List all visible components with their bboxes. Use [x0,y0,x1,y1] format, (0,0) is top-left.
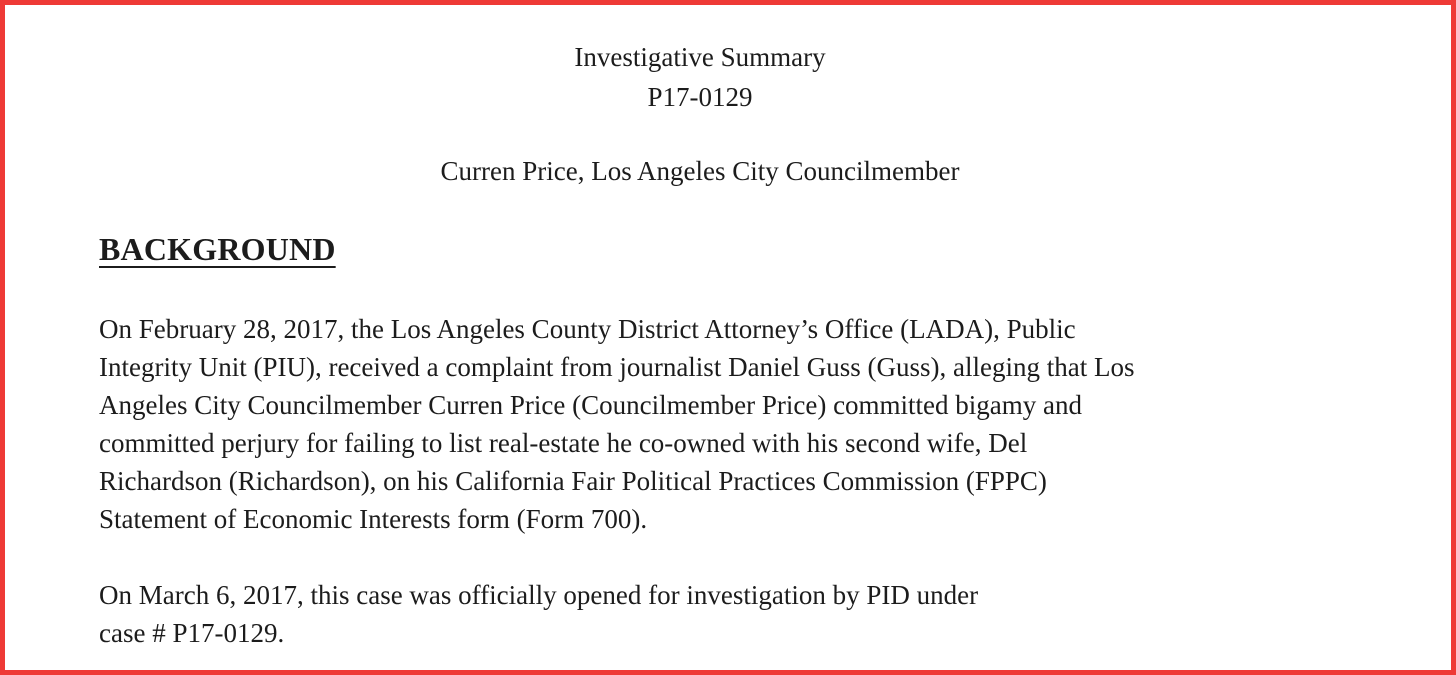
section-heading: BACKGROUND [99,231,336,267]
subject-line: Curren Price, Los Angeles City Councilmember [440,156,960,186]
paragraph-line: Integrity Unit (PIU), received a complaint from journalist Daniel Guss (Guss), alleging that Los [99,352,1135,382]
paragraph-line: committed perjury for failing to list real-estate he co-owned with his second wife, Del [99,428,1028,458]
paragraph-line: On March 6, 2017, this case was officially opened for investigation by PID under [99,580,979,610]
case-opened-paragraph [99,576,1399,652]
paragraph-line: Statement of Economic Interests form (Form 700). [99,504,648,534]
case-number: P17-0129 [647,82,753,112]
paragraph-line: Richardson (Richardson), on his California Fair Political Practices Commission (FPPC) [99,466,1047,496]
paragraph-line: case # P17-0129. [99,618,285,648]
paragraph-line: Angeles City Councilmember Curren Price (Councilmember Price) committed bigamy and [99,390,1083,420]
document-title: Investigative Summary [574,42,826,72]
paragraph-line: On February 28, 2017, the Los Angeles County District Attorney’s Office (LADA), Public [99,314,1076,344]
background-paragraph [99,310,1399,538]
